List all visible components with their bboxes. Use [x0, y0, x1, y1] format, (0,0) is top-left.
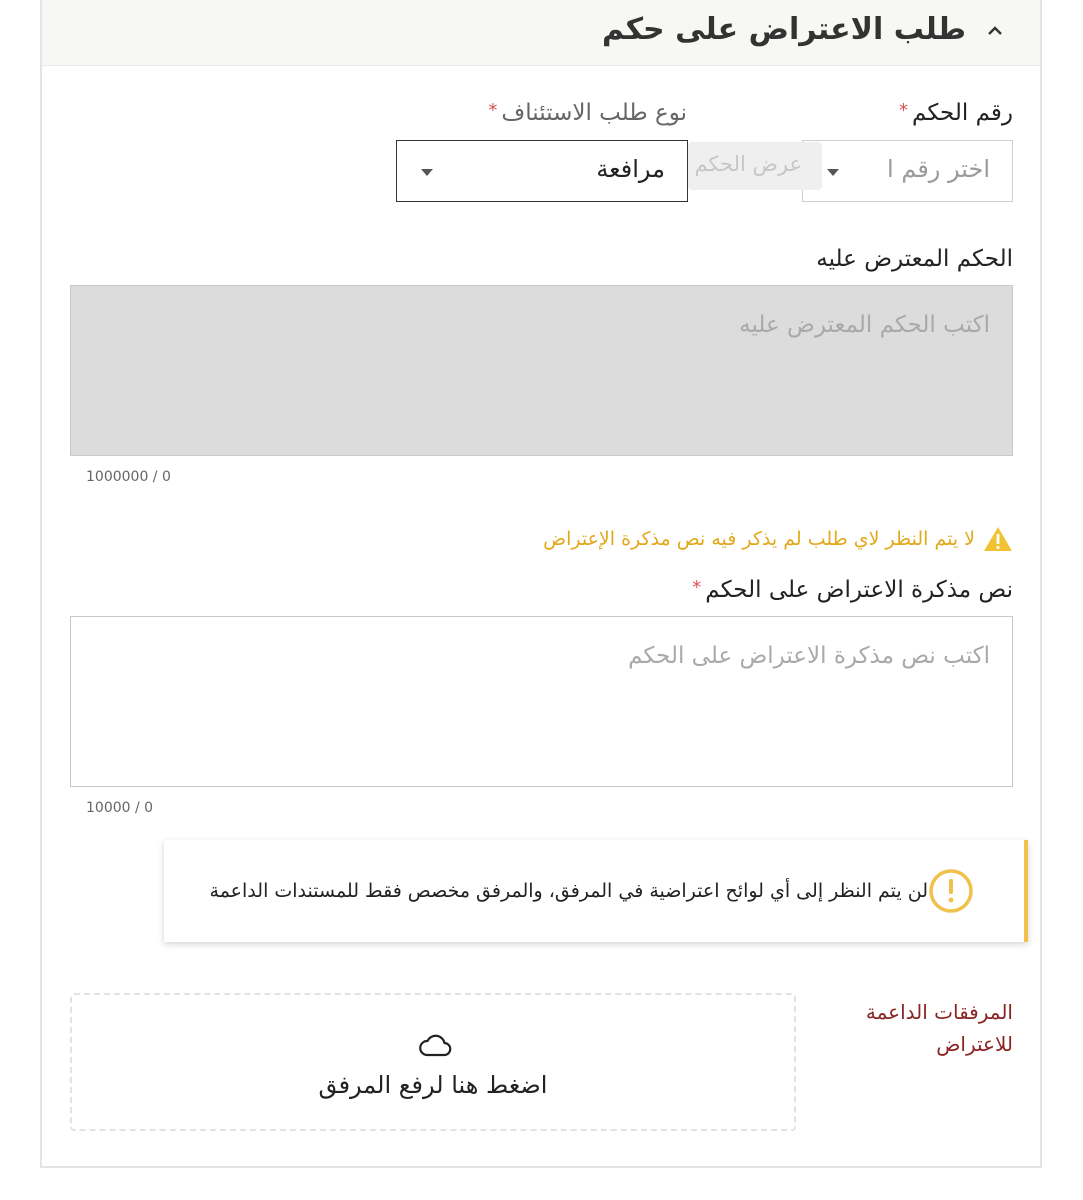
memo-placeholder: اكتب نص مذكرة الاعتراض على الحكم	[628, 643, 990, 669]
memo-textarea[interactable]	[70, 616, 1013, 787]
cloud-upload-icon	[418, 1033, 452, 1057]
objected-ruling-counter: 1000000 / 0	[86, 469, 171, 485]
ruling-number-placeholder: اختر رقم ا	[887, 155, 990, 183]
chevron-up-icon[interactable]	[986, 22, 1004, 40]
panel-header[interactable]	[42, 0, 1040, 66]
exclamation-circle-icon	[928, 868, 974, 914]
attachment-notice: لن يتم النظر إلى أي لوائح اعتراضية في المرفق، والمرفق مخصص فقط للمستندات الداعمة	[164, 840, 1028, 942]
objected-ruling-textarea[interactable]	[70, 285, 1013, 456]
view-ruling-button[interactable]: عرض الحكم	[688, 142, 822, 190]
objected-ruling-placeholder: اكتب الحكم المعترض عليه	[739, 312, 990, 338]
upload-text: اضغط هنا لرفع المرفق	[318, 1071, 548, 1099]
objected-ruling-label: الحكم المعترض عليه	[816, 246, 1013, 272]
upload-dropzone[interactable]	[70, 993, 796, 1131]
chevron-down-icon	[827, 169, 839, 176]
ruling-number-select[interactable]	[802, 140, 1013, 202]
memo-warning: لا يتم النظر لاي طلب لم يذكر فيه نص مذكرة الإعتراض	[543, 526, 1013, 552]
appeal-type-value: مرافعة	[596, 155, 665, 183]
panel-title: طلب الاعتراض على حكم	[602, 12, 966, 47]
memo-counter: 10000 / 0	[86, 800, 154, 816]
ruling-number-label: رقم الحكم*	[899, 100, 1013, 126]
appeal-type-select[interactable]	[396, 140, 688, 202]
warning-triangle-icon	[983, 526, 1013, 552]
chevron-down-icon	[421, 169, 433, 176]
appeal-type-label: نوع طلب الاستئناف*	[488, 100, 687, 126]
memo-label: نص مذكرة الاعتراض على الحكم*	[692, 577, 1013, 603]
attachments-label: المرفقات الداعمة للاعتراض	[865, 1000, 1013, 1056]
